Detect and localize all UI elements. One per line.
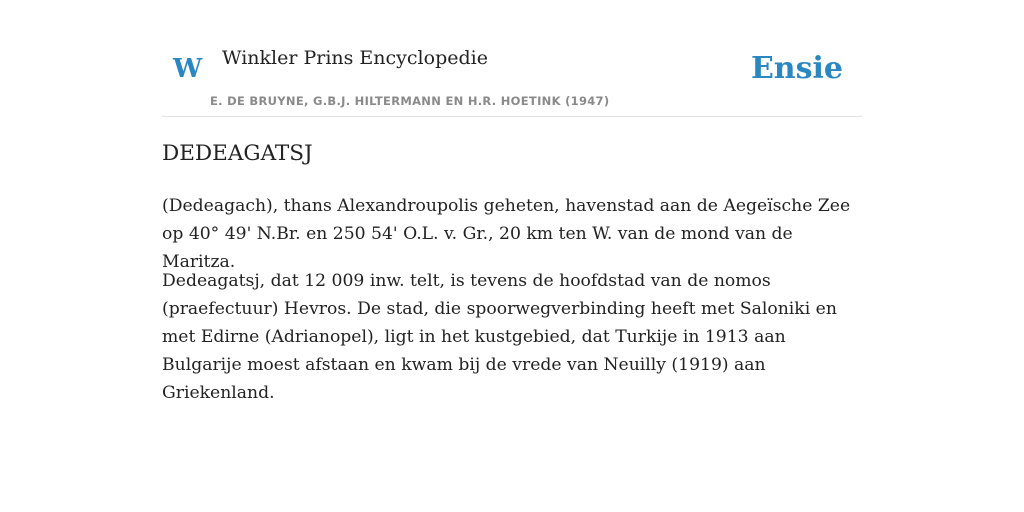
- source-logo[interactable]: W: [173, 54, 203, 84]
- article-paragraph: Dedeagatsj, dat 12 009 inw. telt, is tevens de hoofdstad van de nomos (praefectuur) Hevros. De stad, die spoorwegverbinding heeft met Saloniki en met Edirne (Adrianopel), ligt in het kustgebied, dat Turkije in 1913 aan Bulgarije moest afstaan en kwam bij de vrede van Neuilly (1919) aan Griekenland.: [162, 271, 837, 403]
- article-title: DEDEAGATSJ: [162, 141, 313, 166]
- article-paragraph: (Dedeagach), thans Alexandroupolis geheten, havenstad aan de Aegeïsche Zee op 40° 49' N.Br. en 250 54' O.L. v. Gr., 20 km ten W. van de mond van de Maritza.: [162, 196, 851, 272]
- ensie-logo[interactable]: Ensie: [750, 51, 843, 86]
- source-header: [162, 0, 862, 117]
- source-authors: E. DE BRUYNE, G.B.J. HILTERMANN EN H.R. HOETINK (1947): [210, 94, 610, 108]
- source-title[interactable]: Winkler Prins Encyclopedie: [222, 47, 488, 69]
- page: [162, 0, 862, 403]
